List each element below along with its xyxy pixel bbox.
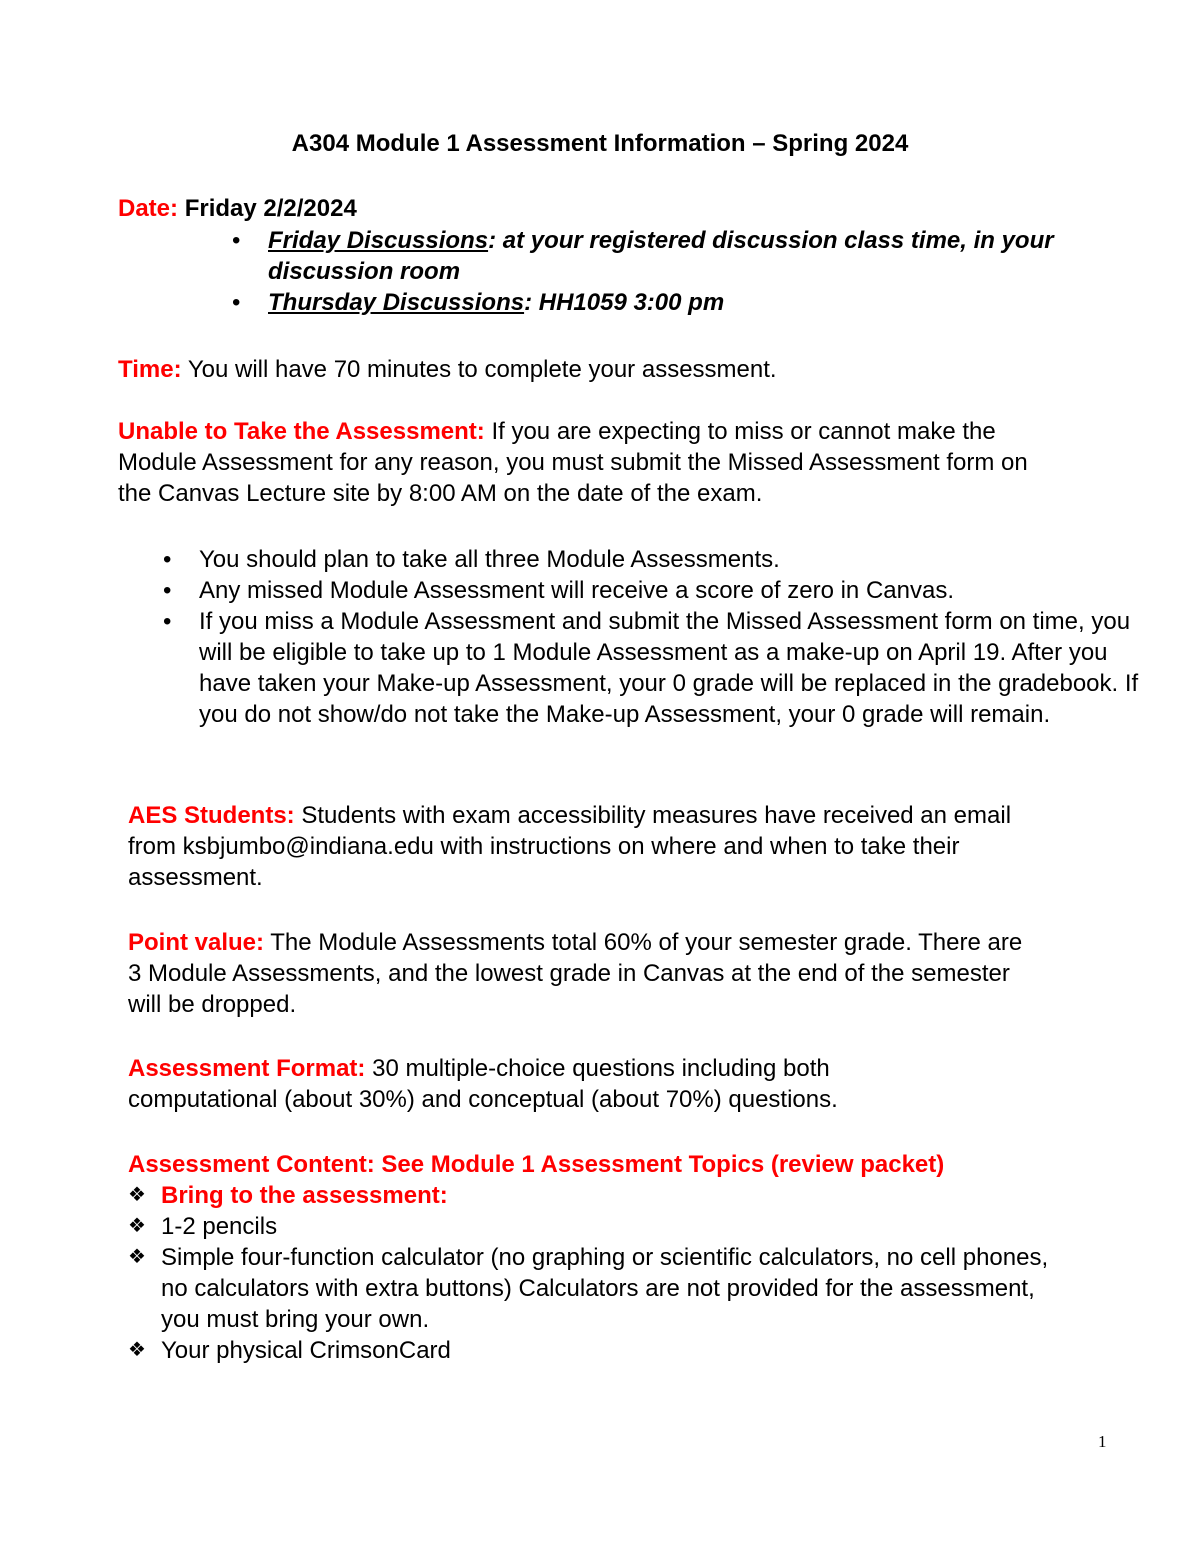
diamond-bullet-icon: ❖: [128, 1215, 146, 1237]
friday-heading: Friday Discussions: [268, 227, 489, 254]
time-label: Time:: [118, 356, 182, 383]
list-item: [128, 1180, 1078, 1211]
date-line: [118, 193, 357, 224]
bullet-icon: •: [232, 289, 241, 316]
bring-list: [128, 1180, 1078, 1366]
list-item: [163, 575, 1148, 606]
unable-label: Unable to Take the Assessment:: [118, 418, 485, 445]
list-item: [232, 225, 1062, 287]
format-text: 30 multiple-choice questions including both computational (about 30%) and conceptual (about 70%) questions.: [128, 1055, 838, 1113]
list-item: [232, 287, 1062, 318]
diamond-bullet-icon: ❖: [128, 1246, 146, 1268]
format-paragraph: [128, 1053, 958, 1115]
bullet-icon: •: [163, 577, 172, 604]
time-text: You will have 70 minutes to complete your assessment.: [181, 356, 777, 383]
point-value-label: Point value:: [128, 929, 265, 956]
list-item: [163, 606, 1148, 730]
page-number: 1: [1098, 1432, 1107, 1451]
unable-item-text: If you miss a Module Assessment and submit the Missed Assessment form on time, you will be eligible to take up to 1 Module Assessment as a make-up on April 19. After you have taken your Make-up Assessment, your 0 grade will be replaced in the gradebook. If you do not show/do not take the Make-up Assessment, your 0 grade will remain.: [199, 608, 1139, 728]
unable-item-text: Any missed Module Assessment will receive a score of zero in Canvas.: [199, 577, 954, 604]
aes-text: Students with exam accessibility measures have received an email from ksbjumbo@indiana.edu with instructions on where and when to take their assessment.: [128, 802, 1012, 891]
bullet-icon: •: [163, 546, 172, 573]
bullet-icon: •: [232, 227, 241, 254]
bring-item-text: 1-2 pencils: [161, 1213, 278, 1240]
point-value-text: The Module Assessments total 60% of your semester grade. There are 3 Module Assessments, and the lowest grade in Canvas at the end of the semester will be dropped.: [128, 929, 1023, 1018]
bullet-icon: •: [163, 608, 172, 635]
date-label: Date:: [118, 195, 179, 222]
unable-paragraph: [118, 416, 1038, 509]
content-heading: Assessment Content: See Module 1 Assessment Topics (review packet): [128, 1151, 945, 1178]
unable-text: If you are expecting to miss or cannot make the Module Assessment for any reason, you must submit the Missed Assessment form on the Canvas Lecture site by 8:00 AM on the date of the exam.: [118, 418, 1028, 507]
time-line: [118, 354, 777, 385]
format-label: Assessment Format:: [128, 1055, 366, 1082]
list-item: [128, 1211, 1078, 1242]
diamond-bullet-icon: ❖: [128, 1339, 146, 1361]
friday-text: : at your registered discussion class time, in your discussion room: [268, 227, 1054, 285]
thursday-heading: Thursday Discussions: [268, 289, 525, 316]
date-value: Friday 2/2/2024: [184, 195, 357, 222]
bring-label: Bring to the assessment:: [161, 1182, 448, 1209]
unable-list: [163, 544, 1148, 730]
list-item: [163, 544, 1148, 575]
list-item: [128, 1242, 1078, 1335]
unable-item-text: You should plan to take all three Module Assessments.: [199, 546, 780, 573]
aes-paragraph: [128, 800, 1043, 893]
list-item: [128, 1335, 1078, 1366]
aes-label: AES Students:: [128, 802, 295, 829]
bring-item-text: Simple four-function calculator (no graphing or scientific calculators, no cell phones, no calculators with extra buttons) Calculators are not provided for the assessment, you must bring your own.: [161, 1244, 1049, 1333]
thursday-text: : HH1059 3:00 pm: [524, 289, 725, 316]
document-title: A304 Module 1 Assessment Information – Spring 2024: [291, 130, 909, 157]
date-list: [232, 225, 1062, 318]
bring-item-text: Your physical CrimsonCard: [161, 1337, 451, 1364]
diamond-bullet-icon: ❖: [128, 1184, 146, 1206]
point-value-paragraph: [128, 927, 1033, 1020]
